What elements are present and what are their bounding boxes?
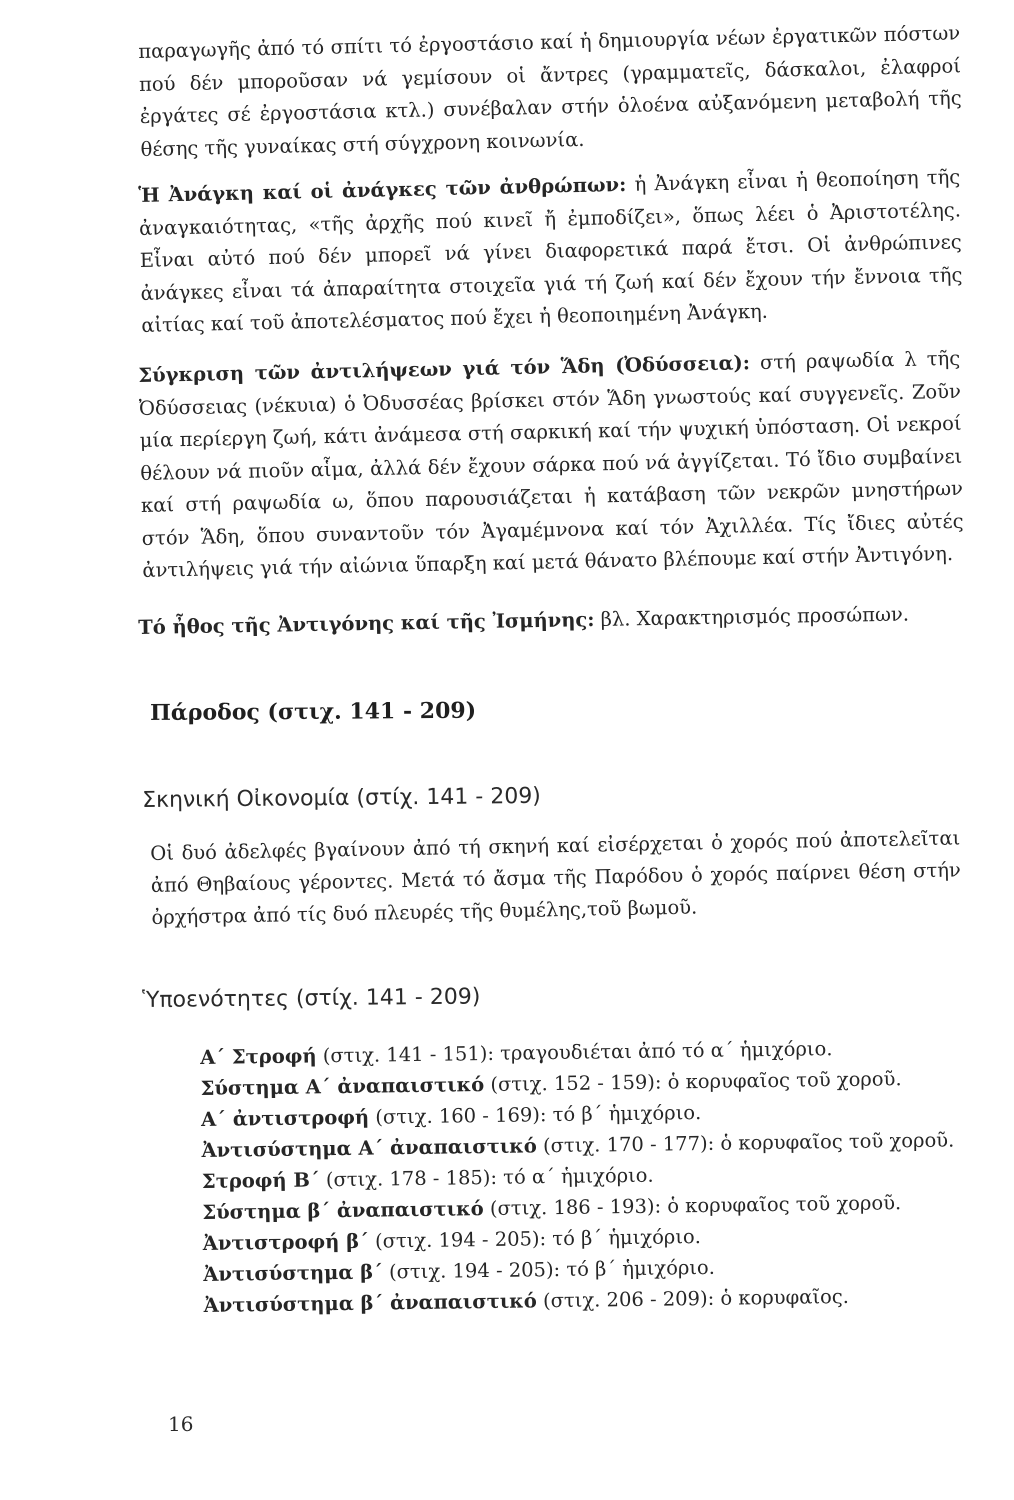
ithos-text: βλ. Χαρακτηρισμός προσώπων.	[600, 602, 910, 631]
subsection-name: Σύστημα Α΄ ἀναπαιστικό	[200, 1073, 485, 1100]
subsection-desc: (στιχ. 152 - 159): ὁ κορυφαῖος τοῦ χοροῦ.	[484, 1067, 902, 1097]
ithos-paragraph	[138, 598, 960, 645]
subsection-list	[200, 1031, 994, 1321]
subsection-name: Ἀντιστροφή β΄	[202, 1229, 369, 1255]
sygkrisi-paragraph	[138, 343, 965, 588]
anagki-paragraph	[138, 161, 963, 342]
sygkrisi-lead: Σύγκριση τῶν ἀντιλήψεων γιά τόν Ἅδη (Ὀδύσσεια):	[138, 351, 751, 387]
subsection-desc: (στιχ. 194 - 205): τό β΄ ἡμιχόριο.	[368, 1225, 702, 1253]
subsection-desc: (στιχ. 170 - 177): ὁ κορυφαῖος τοῦ χοροῦ.	[536, 1128, 955, 1158]
subsection-desc: (στιχ. 160 - 169): τό β΄ ἡμιχόριο.	[368, 1101, 702, 1129]
subsection-desc: (στιχ. 194 - 205): τό β΄ ἡμιχόριο.	[382, 1255, 716, 1284]
ithos-lead: Τό ἦθος τῆς Ἀντιγόνης καί τῆς Ἰσμήνης:	[138, 608, 595, 639]
subsection-name: Α΄ ἀντιστροφή	[200, 1105, 370, 1131]
subsection-desc: (στιχ. 141 - 151): τραγουδιέται ἀπό τό α΄ ἡμιχόριο.	[316, 1037, 833, 1068]
intro-paragraph: παραγωγῆς ἀπό τό σπίτι τό ἐργοστάσιο καί ἡ δημιουργία νέων ἐργατικῶν πόστων πού δέν μποροῦσαν νά γεμίσουν οἱ ἄντρες (γραμματεῖς, δάσκαλοι, ἐλαφροί ἐργάτες σέ ἐργοστάσια κτλ.) συνέβαλαν στήν ὁλοένα αὐξανόμενη μεταβολή τῆς θέσης τῆς γυναίκας στή σύγχρονη κοινωνία.	[138, 21, 962, 161]
subsection-desc: (στιχ. 206 - 209): ὁ κορυφαῖος.	[536, 1284, 850, 1313]
subsection-name: Σύστημα β΄ ἀναπαιστικό	[202, 1197, 484, 1224]
anagki-text: ἡ Ἀνάγκη εἶναι ἡ θεοποίηση τῆς ἀναγκαιότητας, «τῆς ἀρχῆς πού κινεῖ ἤ ἐμποδίζει», ὅπως λέει ὁ Ἀριστοτέλης. Εἶναι αὐτό πού δέν μπορεῖ νά γίνει διαφορετικά παρά ἔτσι. Οἱ ἀνθρώπινες ἀνάγκες εἶναι τά ἀπαραίτητα στοιχεῖα γιά τή ζωή καί δέν ἔχουν τήν ἔννοια τῆς αἰτίας καί τοῦ ἀποτελέσματος πού ἔχει ἡ θεοποιημένη Ἀνάγκη.	[138, 165, 963, 337]
parodos-heading: Πάροδος (στιχ. 141 - 209)	[150, 697, 477, 726]
skiniki-paragraph: Οἱ δυό ἀδελφές βγαίνουν ἀπό τή σκηνή καί εἰσέρχεται ὁ χορός πού ἀποτελεῖται ἀπό Θηβαίους γέροντες. Μετά τό ἄσμα τῆς Παρόδου ὁ χορός παίρνει θέση στήν ὀρχήστρα ἀπό τίς δυό πλευρές τῆς θυμέλης,τοῦ βωμοῦ.	[150, 826, 961, 929]
ypoenotites-heading: Ὑποενότητες (στίχ. 141 - 209)	[142, 984, 481, 1013]
page-number: 16	[168, 1412, 194, 1436]
sygkrisi-text: στή ραψωδία λ τῆς Ὀδύσσειας (νέκυια) ὁ Ὀδυσσέας βρίσκει στόν Ἅδη γνωστούς καί συγγενεῖς. Ζοῦν μία περίεργη ζωή, κάτι ἀνάμεσα στή σαρκική καί τήν ψυχική ὑπόσταση. Οἱ νεκροί θέλουν νά πιοῦν αἷμα, ἀλλά δέν ἔχουν σάρκα πού νά ἀγγίζεται. Τό ἴδιο συμβαίνει καί στή ραψωδία ω, ὅπου παρουσιάζεται ἡ κατάβαση τῶν νεκρῶν μνηστήρων στόν Ἅδη, ὅπου συναντοῦν τόν Ἀγαμέμνονα καί τόν Ἀχιλλέα. Τίς ἴδιες αὐτές ἀντιλήψεις γιά τήν αἰώνια ὕπαρξη καί μετά θάνατο βλέπουμε καί στήν Ἀντιγόνη.	[138, 346, 964, 582]
subsection-name: Στροφή Β΄	[201, 1168, 320, 1193]
subsection-name: Ἀντισύστημα β΄ ἀναπαιστικό	[203, 1289, 537, 1317]
subsection-desc: (στιχ. 178 - 185): τό α΄ ἡμιχόριο.	[319, 1163, 654, 1192]
anagki-lead: Ἡ Ἀνάγκη καί οἱ ἀνάγκες τῶν ἀνθρώπων:	[138, 172, 627, 207]
subsection-name: Α΄ Στροφή	[200, 1044, 317, 1069]
subsection-desc: (στιχ. 186 - 193): ὁ κορυφαῖος τοῦ χοροῦ.	[483, 1191, 902, 1221]
subsection-name: Ἀντισύστημα β΄	[203, 1260, 383, 1286]
skiniki-heading: Σκηνική Οἰκονομία (στίχ. 141 - 209)	[142, 783, 541, 813]
subsection-name: Ἀντισύστημα Α΄ ἀναπαιστικό	[201, 1134, 538, 1162]
